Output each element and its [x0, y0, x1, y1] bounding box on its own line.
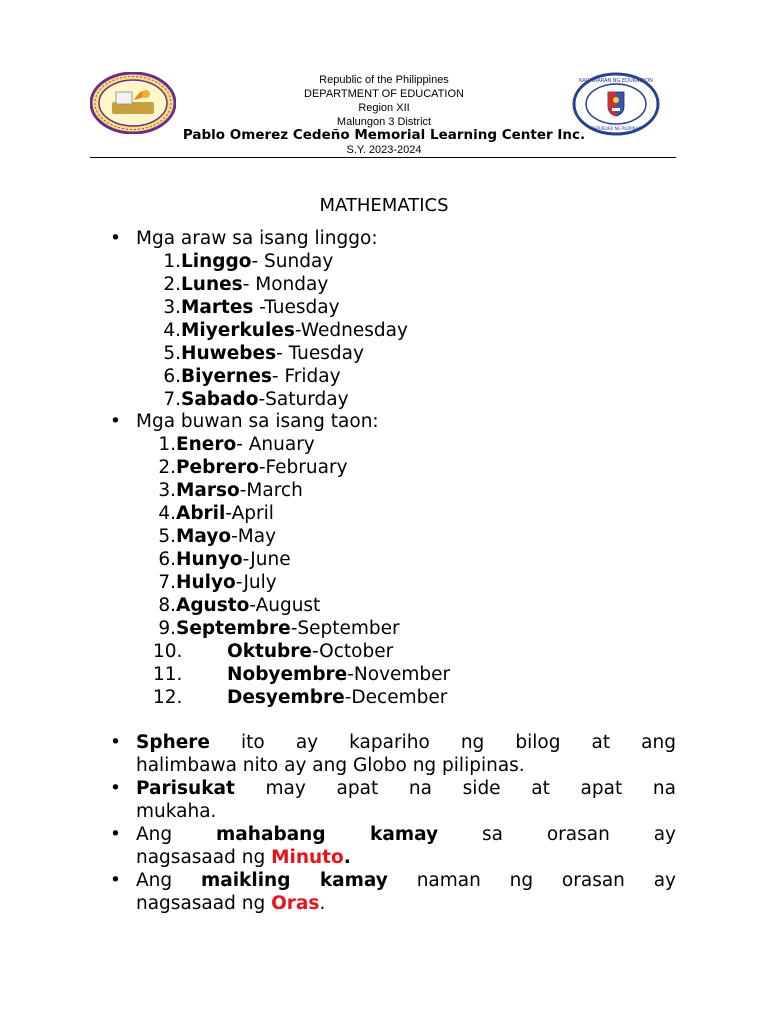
months-heading-text: Mga buwan sa isang taon: — [136, 411, 379, 432]
bullet-icon: • — [110, 870, 121, 891]
list-item — [152, 479, 303, 502]
list-term: Septembre — [176, 618, 291, 639]
note-short-hand-line1: Ang maikling kamay naman ng orasan ay — [136, 870, 676, 891]
list-translation: -July — [235, 572, 277, 593]
list-term: Biyernes — [181, 366, 272, 387]
list-number: 7. — [158, 572, 176, 593]
list-term: Mayo — [176, 526, 232, 547]
note-long-hand-line1: Ang mahabang kamay sa orasan ay — [136, 824, 676, 845]
days-heading-text: Mga araw sa isang linggo: — [136, 228, 378, 249]
list-number: 5. — [158, 526, 176, 547]
document-header — [0, 0, 768, 160]
list-item — [153, 640, 393, 663]
list-translation: - Monday — [242, 274, 329, 295]
list-item — [156, 250, 333, 273]
list-translation: -November — [347, 664, 451, 685]
list-translation: -February — [258, 457, 348, 478]
list-item — [152, 456, 348, 479]
list-translation: -Wednesday — [294, 320, 408, 341]
list-number: 2. — [163, 274, 181, 295]
list-term: Martes — [181, 297, 254, 318]
list-translation: -March — [239, 480, 303, 501]
seal-bottom-text: REPUBLIKA NG PILIPINAS — [591, 126, 641, 131]
list-term: Hulyo — [176, 572, 236, 593]
list-translation: -August — [249, 595, 321, 616]
list-item — [152, 617, 400, 640]
list-term: Agusto — [176, 595, 250, 616]
list-translation: -Saturday — [258, 389, 349, 410]
list-term: Linggo — [181, 251, 252, 272]
list-term: Desyembre — [227, 687, 345, 708]
list-translation: - Tuesday — [276, 343, 364, 364]
list-number: 1. — [158, 434, 176, 455]
list-translation: -Tuesday — [253, 297, 340, 318]
seal-top-text: KAGAWARAN NG EDUKASYON — [579, 78, 653, 84]
header-region: Region XII — [358, 102, 410, 114]
bullet-icon: • — [110, 824, 121, 845]
list-item — [152, 594, 320, 617]
bullet-icon: • — [110, 778, 121, 799]
note-square-line1: Parisukat may apat na side at apat na — [136, 778, 676, 799]
list-item — [153, 663, 450, 686]
list-number: 4. — [158, 503, 176, 524]
list-translation: - Sunday — [251, 251, 334, 272]
list-number: 11. — [153, 664, 183, 685]
header-country: Republic of the Philippines — [319, 74, 449, 86]
list-number: 2. — [158, 457, 176, 478]
list-translation: -May — [231, 526, 277, 547]
header-district: Malungon 3 District — [336, 116, 432, 128]
list-item — [156, 388, 349, 411]
subject-title: MATHEMATICS — [319, 195, 449, 216]
list-term: Sabado — [181, 389, 259, 410]
list-number: 10. — [153, 641, 183, 662]
list-item — [156, 296, 340, 319]
list-term: Marso — [176, 480, 240, 501]
list-number: 1. — [163, 251, 181, 272]
list-item — [156, 342, 364, 365]
list-item — [153, 686, 447, 709]
list-item — [152, 502, 274, 525]
list-translation: - Anuary — [236, 434, 315, 455]
note-short-hand-line2: nagsasaad ng Oras. — [136, 893, 326, 914]
short-hand-term: maikling kamay — [200, 870, 388, 891]
list-number: 7. — [163, 389, 181, 410]
header-divider — [90, 157, 676, 158]
list-term: Lunes — [181, 274, 243, 295]
bullet-icon: • — [110, 732, 121, 753]
list-item — [152, 433, 315, 456]
note-sphere-line2: halimbawa nito ay ang Globo ng pilipinas. — [136, 755, 525, 776]
list-term: Abril — [176, 503, 226, 524]
list-number: 6. — [163, 366, 181, 387]
list-translation: -October — [311, 641, 394, 662]
oras-highlight: Oras — [271, 893, 320, 914]
list-number: 9. — [158, 618, 176, 639]
list-item — [156, 365, 341, 388]
list-item — [152, 525, 276, 548]
header-department: DEPARTMENT OF EDUCATION — [304, 88, 464, 100]
list-item — [156, 319, 408, 342]
square-term: Parisukat — [136, 778, 235, 799]
sphere-term: Sphere — [136, 732, 210, 753]
list-translation: -April — [225, 503, 274, 524]
list-term: Enero — [176, 434, 237, 455]
list-translation: -September — [290, 618, 400, 639]
list-term: Hunyo — [176, 549, 243, 570]
long-hand-term: mahabang kamay — [216, 824, 439, 845]
list-translation: -December — [344, 687, 448, 708]
list-number: 12. — [153, 687, 183, 708]
list-item — [156, 273, 328, 296]
list-term: Huwebes — [181, 343, 277, 364]
school-year: S.Y. 2023-2024 — [346, 144, 422, 156]
list-number: 3. — [163, 297, 181, 318]
list-number: 3. — [158, 480, 176, 501]
list-term: Nobyembre — [227, 664, 348, 685]
list-translation: - Friday — [271, 366, 341, 387]
list-item — [152, 571, 277, 594]
note-long-hand-line2: nagsasaad ng Minuto. — [136, 847, 351, 868]
note-sphere-line1: Sphere ito ay kapariho ng bilog at ang — [136, 732, 676, 753]
note-square-line2: mukaha. — [136, 801, 217, 822]
list-term: Pebrero — [176, 457, 259, 478]
bullet-icon: • — [110, 411, 121, 432]
bullet-icon: • — [110, 228, 121, 249]
list-term: Miyerkules — [181, 320, 295, 341]
list-term: Oktubre — [227, 641, 312, 662]
list-translation: -June — [242, 549, 291, 570]
list-number: 6. — [158, 549, 176, 570]
list-item — [152, 548, 291, 571]
minuto-highlight: Minuto — [271, 847, 344, 868]
school-name: Pablo Omerez Cedeño Memorial Learning Center Inc. — [182, 127, 586, 143]
list-number: 4. — [163, 320, 181, 341]
list-number: 5. — [163, 343, 181, 364]
list-number: 8. — [158, 595, 176, 616]
